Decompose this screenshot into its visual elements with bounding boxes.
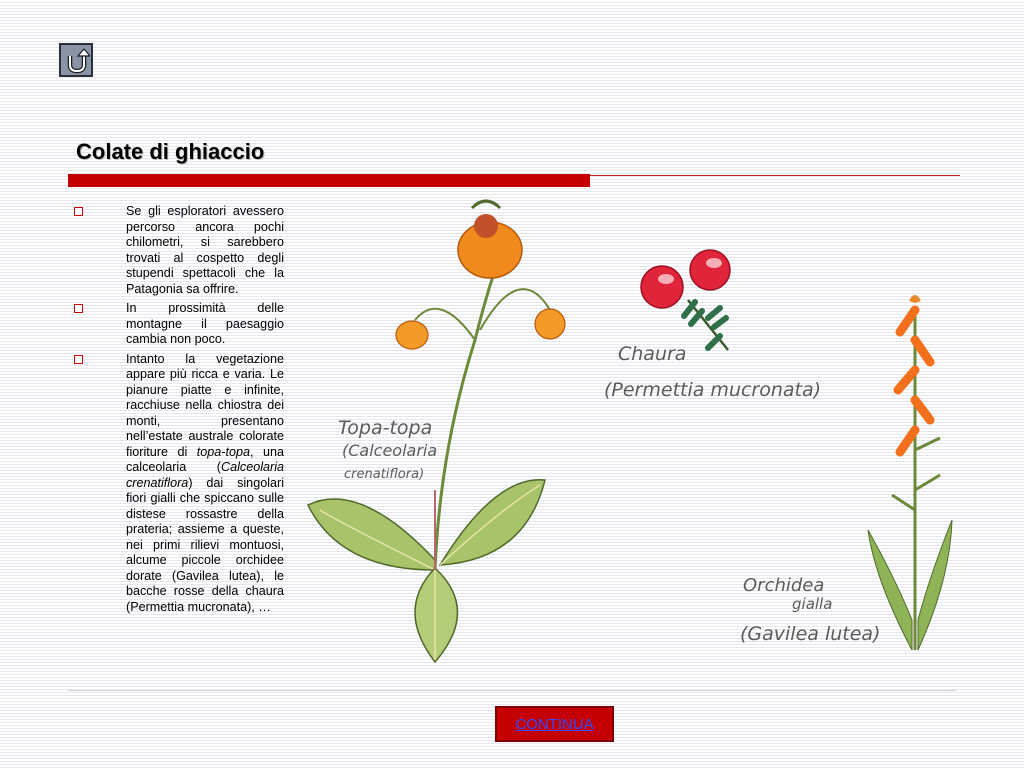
illustration-label: (Calceolaria xyxy=(342,441,438,460)
illustration-label: Chaura xyxy=(618,343,687,365)
title-rule-red xyxy=(68,174,590,187)
illustration-label: gialla xyxy=(792,595,833,613)
illustration-label: crenatiflora) xyxy=(344,467,425,482)
illustration-label: (Gavilea lutea) xyxy=(740,623,881,645)
orchid-plant xyxy=(868,298,952,650)
bullet-text xyxy=(126,352,284,616)
bullet-text-rest: ) dai singolari fiori gialli che spiccano sulle distese rossastre della prateria; assieme a queste, nei primi rilievi montuosi, alcume piccole orchidee dorate (Gavilea lutea), le bacche rosse della chaura (Permettia mucronata), … xyxy=(126,475,284,614)
illustration-label: Orchidea xyxy=(743,575,825,596)
bullet-list xyxy=(74,204,284,619)
title-rule-thin xyxy=(590,175,960,176)
continue-button[interactable]: CONTINUA xyxy=(495,706,614,742)
plant-illustration xyxy=(300,190,960,670)
u-turn-back-icon xyxy=(64,48,90,74)
hollow-square-bullet-icon xyxy=(74,304,83,313)
bullet-text: Se gli esploratori avessero percorso ancora pochi chilometri, si sarebbero trovati al cospetto degli stupendi spettacoli che la Patagonia sa offrire. xyxy=(126,204,284,296)
chaura-branch xyxy=(641,250,730,350)
hollow-square-bullet-icon xyxy=(74,355,83,364)
page-title: Colate di ghiaccio xyxy=(76,139,265,164)
species-name-italic: topa-topa xyxy=(196,444,250,459)
hollow-square-bullet-icon xyxy=(74,207,83,216)
bullet-text: In prossimità delle montagne il paesaggio cambia non poco. xyxy=(126,301,284,346)
list-item xyxy=(74,352,284,616)
bullet-text-mid: , una calceolaria ( xyxy=(126,444,284,474)
footer-rule xyxy=(68,690,956,691)
species-name-italic: Calceolaria crenatiflora xyxy=(126,460,284,490)
bullet-text-intro: Intanto la vegetazione appare più ricca e varia. Le pianure piatte e infinite, racchiuse nella chiostra dei monti, presentano nell’estate australe colorate fioriture di xyxy=(126,351,284,459)
back-button[interactable] xyxy=(59,43,93,77)
illustration-label: Topa-topa xyxy=(338,417,433,439)
illustration-label: (Permettia mucronata) xyxy=(604,379,822,401)
list-item xyxy=(74,204,284,297)
list-item xyxy=(74,301,284,348)
